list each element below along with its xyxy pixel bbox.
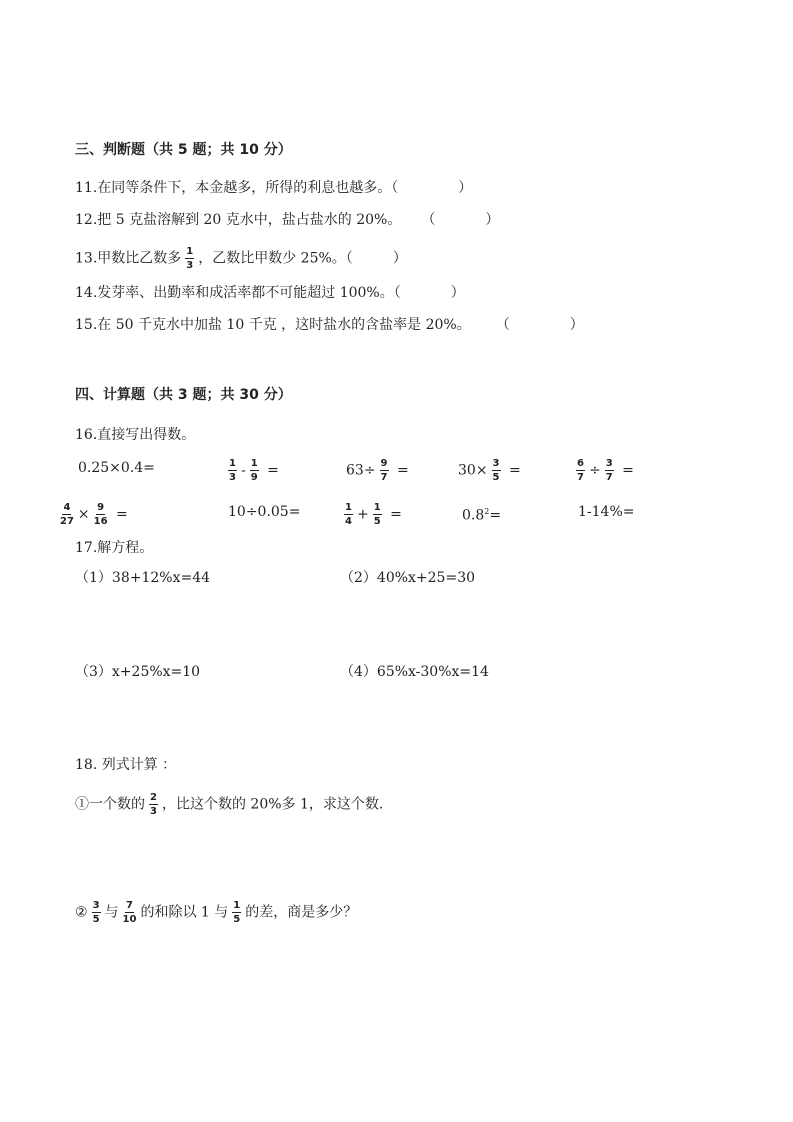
numerator: 7 [126,900,133,911]
text-segment: ） [485,212,500,228]
fraction [185,246,194,271]
text-segment: 30× [458,462,488,479]
text-segment: - [240,462,246,479]
text-segment: 10÷0.05= [228,504,301,520]
fraction [344,502,353,527]
numerator: 1 [345,502,352,513]
denominator: 7 [577,472,584,483]
text-segment: 63÷ [346,462,376,479]
text-segment: 1-14%= [578,504,635,520]
equation-4: （4）65%x-30%x=14 [340,664,489,680]
text-segment: 0.8 [462,507,485,524]
numerator: 1 [186,246,194,257]
text-segment: ，比这个数的 20%多 1，求这个数. [161,796,384,813]
text-segment: = [385,506,402,523]
fraction [576,458,585,483]
calc-item [224,458,279,483]
text-segment: 14.发芽率、出勤率和成活率都不可能超过 100%。（ [75,285,401,301]
text-segment: = [489,507,502,524]
equation-2: （2）40%x+25=30 [340,570,476,586]
calc-item [572,458,634,483]
text-segment: ） [458,180,473,196]
text-segment: ÷ [588,462,601,479]
question-18-title: 18. 列式计算 ： [75,757,177,773]
section4-title: 四、计算题（共 3 题；共 30 分） [75,387,292,403]
text-segment: = [504,462,521,479]
text-segment: = [617,462,634,479]
numerator: 1 [250,458,258,469]
equation-3: （3）x+25%x=10 [75,664,201,680]
text-segment: 0.25×0.4= [78,460,155,476]
text-segment: （ [495,317,510,333]
fraction [373,502,382,527]
text-segment: 12.把 5 克盐溶解到 20 克水中，盐占盐水的 20%。 [75,212,402,228]
numerator: 9 [380,458,388,469]
numerator: 9 [97,502,105,513]
denominator: 3 [186,260,194,271]
numerator: 3 [605,458,613,469]
text-segment: 11.在同等条件下，本金越多，所得的利息也越多。（ [75,180,399,196]
fraction [250,458,259,483]
calc-item [228,502,300,522]
numerator: 1 [233,900,241,911]
numerator: 1 [373,502,381,513]
denominator: 16 [93,516,108,527]
text-segment: ） [450,285,465,301]
fraction [605,458,614,483]
question-18-part2 [75,900,357,925]
text-segment: ） [569,317,584,333]
numerator: 1 [229,458,236,469]
fraction [380,458,389,483]
question-18-part1 [75,792,383,817]
text-segment: = [392,462,409,479]
question-12 [75,210,499,230]
numerator: 3 [92,900,100,911]
text-segment: ①一个数的 [75,796,145,813]
fraction [149,792,158,817]
calc-item [462,502,501,526]
fraction [232,900,241,925]
calc-item [340,502,402,527]
text-segment: ） [392,250,407,267]
denominator: 7 [605,472,613,483]
denominator: 10 [122,914,137,925]
text-segment: + [356,506,369,523]
denominator: 27 [60,516,74,527]
fraction [92,900,101,925]
text-segment: 的和除以 1 与 [140,904,229,921]
calc-item [56,502,128,527]
question-15 [75,315,584,335]
denominator: 7 [380,472,388,483]
text-segment: 的差，商是多少？ [245,904,358,921]
fraction [123,900,137,925]
question-16-title: 16.直接写出得数。 [75,427,196,443]
section3-title: 三、判断题（共 5 题；共 10 分） [75,142,292,158]
text-segment: 15.在 50 千克水中加盐 10 千克 ，这时盐水的含盐率是 20%。 [75,317,471,333]
denominator: 5 [233,914,241,925]
text-segment: （ [421,212,436,228]
numerator: 6 [577,458,584,469]
denominator: 9 [250,472,258,483]
denominator: 4 [345,516,352,527]
calc-item [78,458,155,478]
calc-item [458,458,521,483]
numerator: 4 [63,502,71,513]
question-11 [75,178,472,198]
calc-item [578,502,635,522]
text-segment: = [262,462,279,479]
denominator: 3 [150,806,157,817]
fraction [94,502,108,527]
denominator: 5 [373,516,381,527]
denominator: 3 [229,472,236,483]
fraction [60,502,74,527]
text-segment: 与 [104,904,119,921]
text-segment: 13.甲数比乙数多 [75,250,182,267]
text-segment: ② [75,904,88,921]
denominator: 5 [492,472,500,483]
equation-1: （1）38+12%x=44 [75,570,211,586]
fraction [228,458,237,483]
fraction [492,458,501,483]
denominator: 5 [92,914,100,925]
question-17-title: 17.解方程。 [75,540,154,556]
superscript: 2 [484,507,490,516]
question-13 [75,246,407,271]
text-segment: = [111,506,128,523]
calc-item [346,458,409,483]
numerator: 2 [150,792,157,803]
question-14 [75,283,465,303]
text-segment: × [77,506,90,523]
numerator: 3 [492,458,500,469]
text-segment: ，乙数比甲数少 25%。（ [198,250,353,267]
